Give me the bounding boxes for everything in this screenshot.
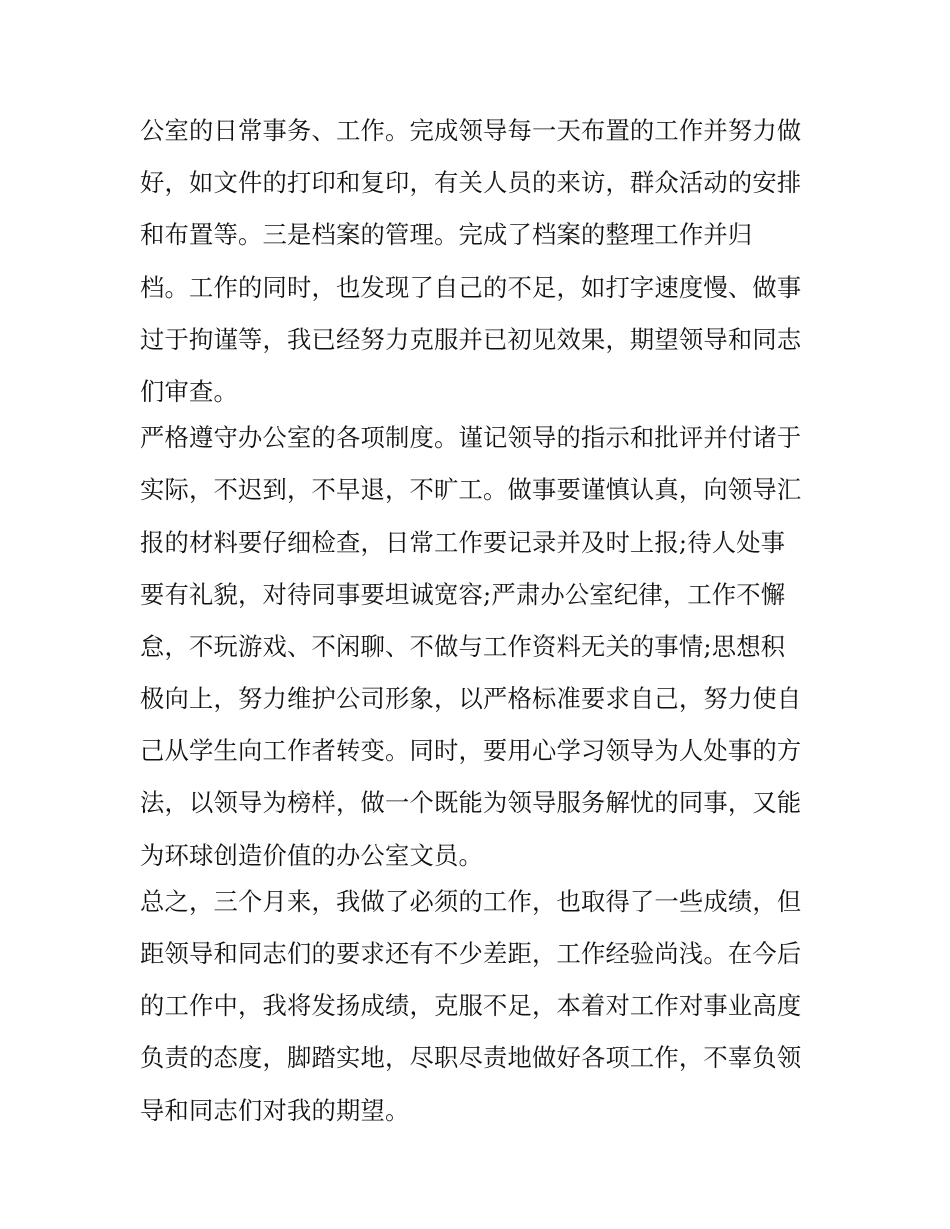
text-line: 极向上，努力维护公司形象，以严格标准要求自己，努力使自 (140, 684, 802, 714)
text-line: 实际，不迟到，不早退，不旷工。做事要谨慎认真，向领导汇 (140, 475, 802, 505)
text-line: 过于拘谨等，我已经努力克服并已初见效果，期望领导和同志 (140, 324, 802, 354)
text-line: 总之，三个月来，我做了必须的工作，也取得了一些成绩，但 (140, 886, 802, 916)
paragraph-conclusion (140, 876, 820, 1137)
text-line: 要有礼貌，对待同事要坦诚宽容;严肃办公室纪律，工作不懈 (140, 579, 786, 609)
paragraph-office-rules (140, 412, 820, 882)
text-line: 法，以领导为榜样，做一个既能为领导服务解忧的同事，又能 (140, 788, 802, 818)
text-line: 报的材料要仔细检查，日常工作要记录并及时上报;待人处事 (140, 527, 786, 557)
document-body (140, 105, 820, 1137)
text-line: 己从学生向工作者转变。同时，要用心学习领导为人处事的方 (140, 736, 802, 766)
text-line: 的工作中，我将发扬成绩，克服不足，本着对工作对事业高度 (140, 991, 802, 1021)
paragraph-office-duties (140, 105, 820, 418)
text-line: 严格遵守办公室的各项制度。谨记领导的指示和批评并付诸于 (140, 423, 802, 453)
text-line: 怠，不玩游戏、不闲聊、不做与工作资料无关的事情;思想积 (140, 631, 786, 661)
text-line: 们审查。 (140, 376, 238, 406)
text-line: 公室的日常事务、工作。完成领导每一天布置的工作并努力做 (140, 116, 802, 145)
text-line: 档。工作的同时，也发现了自己的不足，如打字速度慢、做事 (140, 272, 802, 302)
text-line: 距领导和同志们的要求还有不少差距，工作经验尚浅。在今后 (140, 939, 802, 968)
text-line: 负责的态度，脚踏实地，尽职尽责地做好各项工作，不辜负领 (140, 1043, 802, 1073)
text-line: 导和同志们对我的期望。 (140, 1095, 410, 1125)
text-line: 为环球创造价值的办公室文员。 (140, 840, 483, 870)
text-line: 好，如文件的打印和复印，有关人员的来访，群众活动的安排 (140, 168, 802, 198)
text-line: 和布置等。三是档案的管理。完成了档案的整理工作并归 (140, 220, 753, 250)
